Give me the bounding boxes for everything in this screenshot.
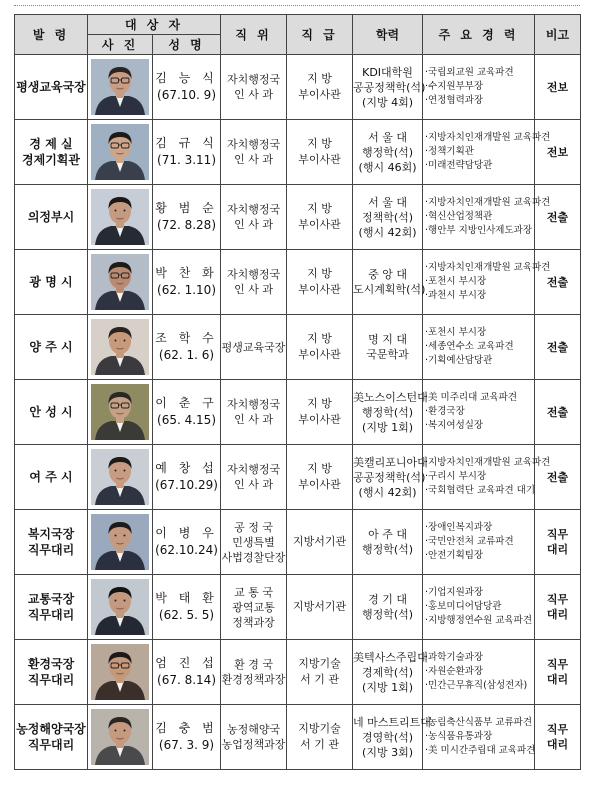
photo-cell (88, 315, 153, 380)
position-text: 환경정책과장 (221, 673, 286, 686)
grade-cell (287, 575, 353, 640)
career-item: ·포천시 부시장 (425, 327, 487, 338)
person-name: 예 창 섭 (155, 461, 218, 475)
photo-cell (88, 640, 153, 705)
name-cell (153, 510, 221, 575)
header-career: 주 요 경 력 (423, 15, 535, 55)
name-cell (153, 315, 221, 380)
birth-date: (71. 3.11) (157, 153, 216, 167)
career-item: ·장애인복지과장 (425, 522, 493, 533)
table-row (15, 250, 581, 315)
education-text: KDI대학원 (362, 65, 413, 79)
note-cell (535, 510, 581, 575)
education-text: 공공정책학(석) (353, 80, 426, 94)
education-text: 행정학(석) (361, 405, 414, 419)
career-item: ·국립외교원 교육파견 (425, 67, 514, 78)
note-text: 대리 (546, 543, 569, 556)
header-name: 성 명 (153, 35, 221, 55)
grade-text: 부이사관 (298, 283, 341, 296)
post-label: 복지국장 (27, 527, 75, 541)
post-label: 양 주 시 (29, 340, 73, 354)
note-cell (535, 445, 581, 510)
education-cell (353, 120, 423, 185)
career-item: ·복지여성실장 (425, 420, 484, 431)
position-text: 정책과장 (232, 615, 275, 629)
table-row (15, 120, 581, 185)
grade-text: 부이사관 (298, 218, 341, 231)
grade-text: 지 방 (307, 267, 332, 280)
grade-text: 부이사관 (298, 348, 341, 361)
career-item: ·지방자치인재개발원 교육파견 (425, 262, 551, 273)
table-row (15, 55, 581, 120)
photo-cell (88, 120, 153, 185)
name-cell (153, 120, 221, 185)
photo-frame (91, 384, 149, 440)
education-text: 명 지 대 (368, 333, 407, 346)
career-item: ·국민안전처 교류파견 (425, 536, 514, 547)
birth-date: (67.10.29) (155, 478, 218, 492)
education-text: (행시 42회) (358, 225, 417, 239)
portrait-image (91, 384, 149, 440)
note-text: 직무 (546, 723, 569, 736)
photo-cell (88, 575, 153, 640)
education-text: (행시 42회) (358, 485, 417, 499)
person-name: 이 병 우 (155, 526, 218, 540)
education-text: 행정학(석) (361, 543, 414, 556)
photo-cell (88, 380, 153, 445)
grade-text: 서 기 관 (300, 673, 339, 686)
education-text: 美캘리포니아대 (353, 455, 428, 469)
table-body (15, 55, 581, 770)
portrait-image (91, 514, 149, 570)
header-education: 학력 (353, 15, 423, 55)
position-cell (221, 380, 287, 445)
position-text: 평생교육국장 (221, 340, 286, 354)
post-label: 평생교육국장 (16, 80, 86, 94)
grade-cell (287, 315, 353, 380)
career-item: ·세종연수소 교육파견 (425, 341, 514, 352)
career-cell (423, 445, 551, 510)
career-item: ·포천시 부시장 (425, 276, 487, 287)
table-row (15, 380, 581, 445)
education-text: (지방 4회) (362, 95, 413, 109)
note-cell (535, 575, 581, 640)
grade-cell (287, 250, 353, 315)
grade-cell (287, 120, 353, 185)
portrait-image (91, 579, 149, 635)
career-item: ·농림축산식품부 교류파견 (425, 717, 533, 728)
position-text: 사법경찰단장 (221, 550, 286, 564)
grade-cell (287, 380, 353, 445)
career-cell (423, 250, 551, 315)
education-cell (353, 575, 423, 640)
post-label: 경제기획관 (22, 153, 80, 167)
person-name: 김 충 범 (155, 721, 218, 735)
career-item: ·민간근무휴직(삼성전자) (425, 680, 528, 691)
header-note: 비고 (535, 15, 581, 55)
position-cell (221, 55, 287, 120)
education-text: 중 앙 대 (368, 268, 407, 281)
grade-text: 지 방 (307, 332, 332, 345)
position-cell (221, 640, 287, 705)
note-text: 전출 (546, 275, 569, 289)
grade-text: 서 기 관 (300, 738, 339, 751)
career-item: ·국회협력단 교육파견 대기 (425, 485, 536, 496)
career-item: ·지방자치인재개발원 교육파견 (425, 457, 551, 468)
post-cell (15, 705, 88, 770)
grade-cell (287, 640, 353, 705)
grade-text: 지 방 (307, 397, 332, 410)
grade-text: 지방기술 (298, 657, 341, 670)
photo-frame (91, 449, 149, 505)
grade-text: 지방서기관 (292, 535, 347, 548)
photo-cell (88, 705, 153, 770)
grade-text: 지 방 (307, 202, 332, 215)
note-cell (535, 315, 581, 380)
position-text: 인 사 과 (234, 218, 273, 231)
education-text: 아 주 대 (368, 528, 407, 541)
photo-cell (88, 250, 153, 315)
table-row (15, 705, 581, 770)
header-post: 발 령 (15, 15, 88, 55)
post-label: 환경국장 (27, 657, 75, 671)
note-cell (535, 705, 581, 770)
position-text: 교 통 국 (234, 585, 273, 599)
education-cell (353, 185, 423, 250)
photo-frame (91, 709, 149, 765)
career-item: ·과학기술과장 (425, 652, 484, 663)
career-cell (423, 120, 551, 185)
career-item: ·안전기획팀장 (425, 550, 484, 561)
note-cell (535, 380, 581, 445)
birth-date: (62. 5. 5) (158, 608, 215, 622)
education-text: 경 기 대 (368, 593, 407, 606)
post-cell (15, 250, 88, 315)
grade-text: 부이사관 (298, 478, 341, 491)
career-item: ·수지원부부장 (425, 81, 484, 92)
position-cell (221, 510, 287, 575)
portrait-image (91, 124, 149, 180)
post-cell (15, 640, 88, 705)
education-text: 네 마스트리트대 (353, 715, 431, 729)
note-text: 전출 (546, 340, 569, 354)
portrait-image (91, 644, 149, 700)
post-cell (15, 185, 88, 250)
position-text: 자치행정국 (226, 203, 281, 216)
education-cell (353, 380, 428, 445)
top-divider (14, 5, 580, 6)
note-text: 전보 (546, 80, 569, 94)
grade-text: 지 방 (307, 462, 332, 475)
career-cell (423, 55, 535, 120)
career-item: ·행안부 지방인사제도과장 (425, 225, 533, 236)
note-text: 대리 (546, 738, 569, 751)
post-label: 안 성 시 (29, 405, 73, 419)
position-text: 인 사 과 (234, 283, 273, 296)
education-text: 서 울 대 (368, 130, 407, 144)
education-text: 서 울 대 (368, 195, 407, 209)
table-header (15, 15, 581, 55)
person-name: 박 태 환 (155, 591, 218, 605)
education-cell (353, 315, 423, 380)
birth-date: (67. 3. 9) (158, 738, 215, 752)
photo-frame (91, 319, 149, 375)
name-cell (153, 575, 221, 640)
grade-cell (287, 705, 353, 770)
person-name: 박 찬 화 (155, 266, 218, 280)
grade-text: 지방기술 (298, 722, 341, 735)
photo-cell (88, 510, 153, 575)
career-item: ·자원순환과장 (425, 666, 484, 677)
person-name: 김 규 식 (155, 136, 218, 150)
name-cell (153, 185, 221, 250)
photo-frame (91, 254, 149, 310)
grade-cell (287, 510, 353, 575)
education-cell (353, 55, 426, 120)
career-item: ·미래전략담당관 (425, 160, 493, 171)
position-text: 자치행정국 (226, 138, 281, 151)
career-item: ·기획예산담당관 (425, 355, 493, 366)
portrait-image (91, 254, 149, 310)
position-cell (221, 705, 287, 770)
career-item: ·정책기획관 (425, 146, 474, 157)
note-text: 대리 (546, 673, 569, 686)
education-text: (지방 1회) (362, 680, 413, 694)
birth-date: (67.10. 9) (157, 88, 216, 102)
appointment-table (14, 14, 581, 770)
photo-frame (91, 514, 149, 570)
birth-date: (62. 1. 6) (158, 348, 215, 362)
career-cell (423, 575, 535, 640)
position-text: 환 경 국 (234, 658, 273, 671)
position-text: 인 사 과 (234, 413, 273, 426)
position-cell (221, 575, 287, 640)
name-cell (153, 705, 221, 770)
post-label: 경 제 실 (29, 137, 73, 151)
position-text: 자치행정국 (226, 268, 281, 281)
position-text: 인 사 과 (234, 88, 273, 101)
career-cell (423, 185, 551, 250)
position-text: 인 사 과 (234, 478, 273, 491)
education-cell (353, 640, 428, 705)
education-text: (지방 3회) (362, 745, 413, 759)
education-text: 美텍사스주립대 (353, 650, 428, 664)
position-cell (221, 120, 287, 185)
birth-date: (67. 8.14) (157, 673, 216, 687)
header-position: 직 위 (221, 15, 287, 55)
position-text: 농정해양국 (226, 723, 281, 736)
career-item: ·구리시 부시장 (425, 471, 487, 482)
photo-frame (91, 579, 149, 635)
name-cell (153, 55, 221, 120)
portrait-image (91, 709, 149, 765)
career-cell (423, 640, 535, 705)
photo-frame (91, 124, 149, 180)
note-cell (535, 185, 581, 250)
grade-text: 부이사관 (298, 413, 341, 426)
note-text: 전보 (546, 145, 569, 159)
person-name: 황 범 순 (155, 201, 218, 215)
post-cell (15, 380, 88, 445)
career-item: ·환경국장 (425, 406, 465, 417)
education-text: (지방 1회) (362, 420, 413, 434)
career-item: ·농식품유통과장 (425, 731, 493, 742)
note-text: 직무 (546, 658, 569, 671)
grade-text: 부이사관 (298, 153, 341, 166)
name-cell (153, 380, 221, 445)
education-text: 행정학(석) (361, 145, 414, 159)
position-cell (221, 315, 287, 380)
position-text: 광역교통 (232, 600, 275, 614)
grade-cell (287, 445, 353, 510)
career-cell (423, 705, 535, 770)
note-text: 대리 (546, 608, 569, 621)
table-row (15, 315, 581, 380)
grade-cell (287, 55, 353, 120)
table-row (15, 445, 581, 510)
post-cell (15, 510, 88, 575)
education-text: 도시계획학(석) (353, 283, 426, 296)
header-target: 대 상 자 (88, 15, 221, 35)
table-row (15, 575, 581, 640)
career-cell (423, 315, 535, 380)
post-label: 직무대리 (27, 543, 75, 557)
portrait-image (91, 59, 149, 115)
note-text: 전출 (546, 405, 569, 419)
note-cell (535, 55, 581, 120)
education-text: 美노스이스턴대 (353, 390, 428, 404)
table-row (15, 510, 581, 575)
post-label: 교통국장 (27, 592, 75, 606)
post-label: 여 주 시 (29, 470, 73, 484)
position-text: 공 정 국 (234, 520, 273, 534)
career-item: ·美 미시간주립대 교육파견 (425, 745, 536, 756)
education-text: 경제학(석) (361, 665, 414, 679)
post-cell (15, 120, 88, 185)
person-name: 엄 진 섭 (155, 656, 218, 670)
person-name: 조 학 수 (155, 331, 218, 345)
photo-frame (91, 644, 149, 700)
career-item: ·기업지원과장 (425, 587, 484, 598)
post-cell (15, 315, 88, 380)
header-photo: 사 진 (88, 35, 153, 55)
note-cell (535, 640, 581, 705)
position-text: 농업정책과장 (221, 738, 286, 751)
person-name: 이 춘 구 (155, 396, 218, 410)
note-text: 직무 (546, 528, 569, 541)
position-cell (221, 250, 287, 315)
career-item: ·연정협력과장 (425, 95, 484, 106)
note-text: 직무 (546, 593, 569, 606)
portrait-image (91, 189, 149, 245)
name-cell (153, 640, 221, 705)
post-label: 직무대리 (27, 738, 75, 752)
career-item: ·지방자치인재개발원 교육파견 (425, 197, 551, 208)
grade-text: 지방서기관 (292, 600, 347, 613)
note-cell (535, 120, 581, 185)
birth-date: (62.10.24) (155, 543, 218, 557)
career-item: ·지방자치인재개발원 교육파견 (425, 132, 551, 143)
birth-date: (65. 4.15) (157, 413, 216, 427)
career-item: ·美 미주리대 교육파견 (425, 392, 517, 403)
education-text: 공공정책학(석) (353, 470, 426, 484)
position-text: 민생특별 (232, 535, 275, 549)
career-item: ·홍보미디어담당관 (425, 601, 502, 612)
education-text: 경영학(석) (361, 730, 414, 744)
portrait-image (91, 449, 149, 505)
table-row (15, 640, 581, 705)
photo-frame (91, 189, 149, 245)
photo-cell (88, 445, 153, 510)
table-row (15, 185, 581, 250)
name-cell (153, 445, 221, 510)
education-text: 국문학과 (366, 348, 409, 361)
position-text: 자치행정국 (226, 398, 281, 411)
name-cell (153, 250, 221, 315)
birth-date: (72. 8.28) (157, 218, 216, 232)
career-item: ·과천시 부시장 (425, 290, 487, 301)
portrait-image (91, 319, 149, 375)
position-cell (221, 185, 287, 250)
birth-date: (62. 1.10) (157, 283, 216, 297)
note-text: 전출 (546, 470, 569, 484)
post-cell (15, 445, 88, 510)
grade-text: 부이사관 (298, 88, 341, 101)
post-label: 직무대리 (27, 608, 75, 622)
note-cell (535, 250, 581, 315)
education-cell (353, 445, 428, 510)
header-grade: 직 급 (287, 15, 353, 55)
post-cell (15, 55, 88, 120)
photo-cell (88, 55, 153, 120)
education-text: (행시 46회) (358, 160, 417, 174)
career-cell (423, 380, 535, 445)
position-text: 자치행정국 (226, 463, 281, 476)
education-text: 정책학(석) (361, 210, 414, 224)
education-cell (353, 250, 426, 315)
career-cell (423, 510, 535, 575)
person-name: 김 능 식 (155, 71, 218, 85)
grade-cell (287, 185, 353, 250)
position-text: 인 사 과 (234, 153, 273, 166)
position-cell (221, 445, 287, 510)
post-label: 직무대리 (27, 673, 75, 687)
grade-text: 지 방 (307, 72, 332, 85)
note-text: 전출 (546, 210, 569, 224)
photo-cell (88, 185, 153, 250)
post-label: 의정부시 (27, 210, 75, 224)
photo-frame (91, 59, 149, 115)
education-cell (353, 510, 423, 575)
career-item: ·혁신산업정책관 (425, 211, 493, 222)
post-label: 농정해양국장 (16, 722, 86, 736)
education-cell (353, 705, 431, 770)
post-cell (15, 575, 88, 640)
career-item: ·지방행정연수원 교육파견 (425, 615, 533, 626)
post-label: 광 명 시 (29, 275, 73, 289)
education-text: 행정학(석) (361, 608, 414, 621)
position-text: 자치행정국 (226, 73, 281, 86)
grade-text: 지 방 (307, 137, 332, 150)
